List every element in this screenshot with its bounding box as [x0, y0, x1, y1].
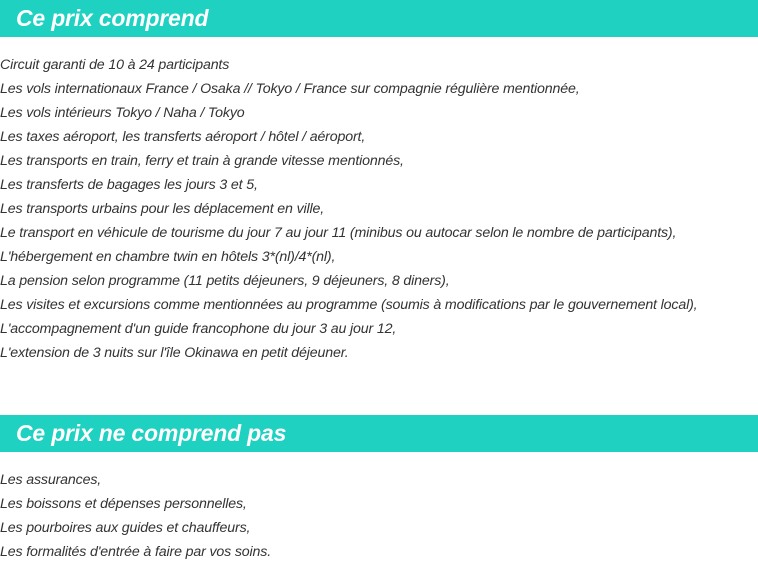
list-item: Le transport en véhicule de tourisme du jour 7 au jour 11 (minibus ou autocar selon le nombre de participants),: [0, 225, 677, 241]
list-item: Les assurances,: [0, 472, 102, 488]
list-item: Les taxes aéroport, les transferts aéroport / hôtel / aéroport,: [0, 129, 366, 145]
list-item: L'hébergement en chambre twin en hôtels 3*(nl)/4*(nl),: [0, 249, 336, 265]
list-item: L'extension de 3 nuits sur l'île Okinawa en petit déjeuner.: [0, 345, 349, 361]
section-header-includes: Ce prix comprend: [0, 0, 758, 37]
list-item: Les transports urbains pour les déplacement en ville,: [0, 201, 325, 217]
list-item: Les visites et excursions comme mentionnées au programme (soumis à modifications par le gouvernement local),: [0, 297, 698, 313]
list-item: La pension selon programme (11 petits déjeuners, 9 déjeuners, 8 diners),: [0, 273, 450, 289]
excluded-items-list: [0, 468, 758, 564]
list-item: Les transferts de bagages les jours 3 et 5,: [0, 177, 258, 193]
list-item: Les vols internationaux France / Osaka // Tokyo / France sur compagnie régulière mentionnée,: [0, 81, 580, 97]
list-item: Les transports en train, ferry et train à grande vitesse mentionnés,: [0, 153, 404, 169]
section-header-excludes: Ce prix ne comprend pas: [0, 415, 758, 452]
list-item: L'accompagnement d'un guide francophone du jour 3 au jour 12,: [0, 321, 397, 337]
list-item: Les formalités d'entrée à faire par vos soins.: [0, 544, 272, 560]
list-item: Les vols intérieurs Tokyo / Naha / Tokyo: [0, 105, 245, 121]
list-item: Les pourboires aux guides et chauffeurs,: [0, 520, 251, 536]
list-item: Circuit garanti de 10 à 24 participants: [0, 57, 230, 73]
included-items-list: [0, 53, 758, 365]
list-item: Les boissons et dépenses personnelles,: [0, 496, 247, 512]
